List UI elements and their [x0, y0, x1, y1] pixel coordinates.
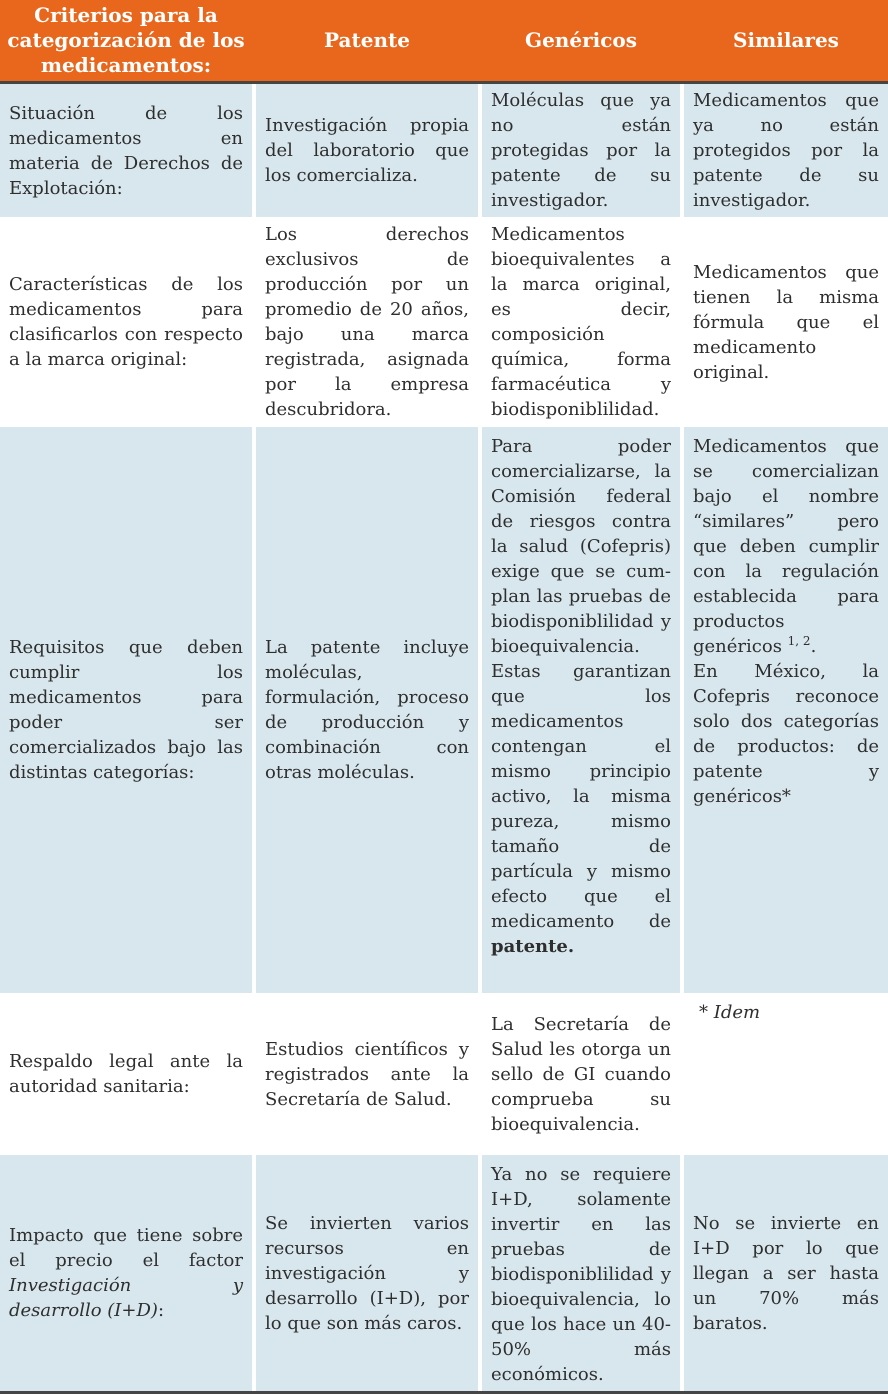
table-row-caracteristicas [0, 217, 888, 427]
cell-genericos [482, 217, 680, 427]
table-row-respaldo-legal [0, 993, 888, 1155]
cell-text-idem: * Idem [699, 1002, 761, 1023]
cell-text [693, 434, 879, 809]
cell-similares [684, 993, 888, 1155]
table-row-impacto-precio [0, 1155, 888, 1391]
cell-text-italic: Investigación y desarrollo (I+D) [9, 1275, 243, 1321]
cell-text: La Secretaría de Salud les otorga un sello de GI cuando comprueba su bioequivalencia. [491, 1013, 671, 1135]
cell-text: Medicamentos que tienen la misma fórmula que el medicamento original. [693, 261, 879, 383]
cell-patente [256, 427, 478, 993]
table-row-requisitos [0, 427, 888, 993]
cell-text [491, 434, 671, 959]
cell-text-main: Para poder comercializarse, la Comisión federal de riesgos contra la salud (Cofepris) exige que se cum- plan las pruebas de biodisponiblilidad y bioequivalencia. Estas garantizan que los medicamentos contengan el mismo principio activo, la misma pureza, mismo tamaño de partícula y mismo efecto que el medicamento de [491, 436, 671, 932]
cell-text-part2: . [810, 636, 817, 657]
cell-criteria [0, 217, 252, 427]
table-header-row [0, 0, 888, 81]
cell-text: Ya no se requiere I+D, solamente invertir en las pruebas de biodisponiblilidad y bioequivalencia, lo que los hace un 40-50% más económicos. [491, 1164, 671, 1385]
cell-similares [684, 217, 888, 427]
cell-similares [684, 1155, 888, 1391]
cell-text: Medicamentos bioequivalentes a la marca original, es decir, composición química, forma farmacéutica y biodisponiblilidad. [491, 224, 671, 420]
cell-genericos [482, 427, 680, 993]
cell-text: Medicamentos que ya no están protegidos por la patente de su investigador. [693, 90, 879, 211]
cell-similares [684, 84, 888, 217]
cell-text: Moléculas que ya no están protegidas por la patente de su investigador. [491, 90, 671, 211]
cell-text [9, 1223, 243, 1323]
header-criteria: Criterios para la categorización de los medicamentos: [7, 3, 245, 77]
cell-text: La patente incluye moléculas, formulación, proceso de producción y combinación con otras moléculas. [265, 637, 469, 783]
cell-text-part3: En México, la Cofepris reconoce solo dos categorías de productos: de patente y genéricos* [693, 661, 879, 807]
cell-text: Investigación propia del laboratorio que los comercializa. [265, 115, 469, 186]
cell-text: Respaldo legal ante la autoridad sanitaria: [9, 1051, 243, 1097]
cell-genericos [482, 84, 680, 217]
cell-text: Estudios científicos y registrados ante la Secretaría de Salud. [265, 1038, 469, 1110]
cell-text-part1: Impacto que tiene sobre el precio el factor [9, 1225, 243, 1271]
cell-text-bold: patente. [491, 936, 575, 957]
cell-genericos [482, 1155, 680, 1391]
cell-text: Situación de los medicamentos en materia de Derechos de Explotación: [9, 102, 243, 199]
cell-text: Los derechos exclusivos de producción por un promedio de 20 años, bajo una marca registrada, asignada por la empresa descubridora. [265, 224, 469, 420]
cell-text: Requisitos que deben cumplir los medicamentos para poder ser comercializados bajo las distintas categorías: [9, 637, 243, 783]
cell-criteria [0, 427, 252, 993]
footnote-reference: 1, 2 [787, 634, 811, 648]
cell-patente [256, 217, 478, 427]
header-genericos: Genéricos [525, 28, 637, 52]
header-patente: Patente [324, 28, 410, 52]
cell-text: No se invierte en I+D por lo que llegan a ser hasta un 70% más baratos. [693, 1212, 879, 1334]
cell-criteria [0, 993, 252, 1155]
cell-genericos [482, 993, 680, 1155]
table-row-situacion [0, 84, 888, 217]
cell-text-part2: : [157, 1300, 165, 1321]
cell-patente [256, 84, 478, 217]
cell-text: Características de los medicamentos para clasificarlos con respecto a la marca original: [9, 274, 243, 370]
header-similares: Similares [733, 28, 839, 52]
cell-text-part1: Medicamentos que se comercializan bajo el nombre “similares” pero que deben cumplir con la regulación establecida para productos genéricos [693, 436, 879, 657]
cell-criteria [0, 84, 252, 217]
cell-patente [256, 1155, 478, 1391]
cell-similares [684, 427, 888, 993]
cell-criteria [0, 1155, 252, 1391]
cell-patente [256, 993, 478, 1155]
cell-text: Se invierten varios recursos en investigación y desarrollo (I+D), por lo que son más caros. [265, 1212, 469, 1334]
